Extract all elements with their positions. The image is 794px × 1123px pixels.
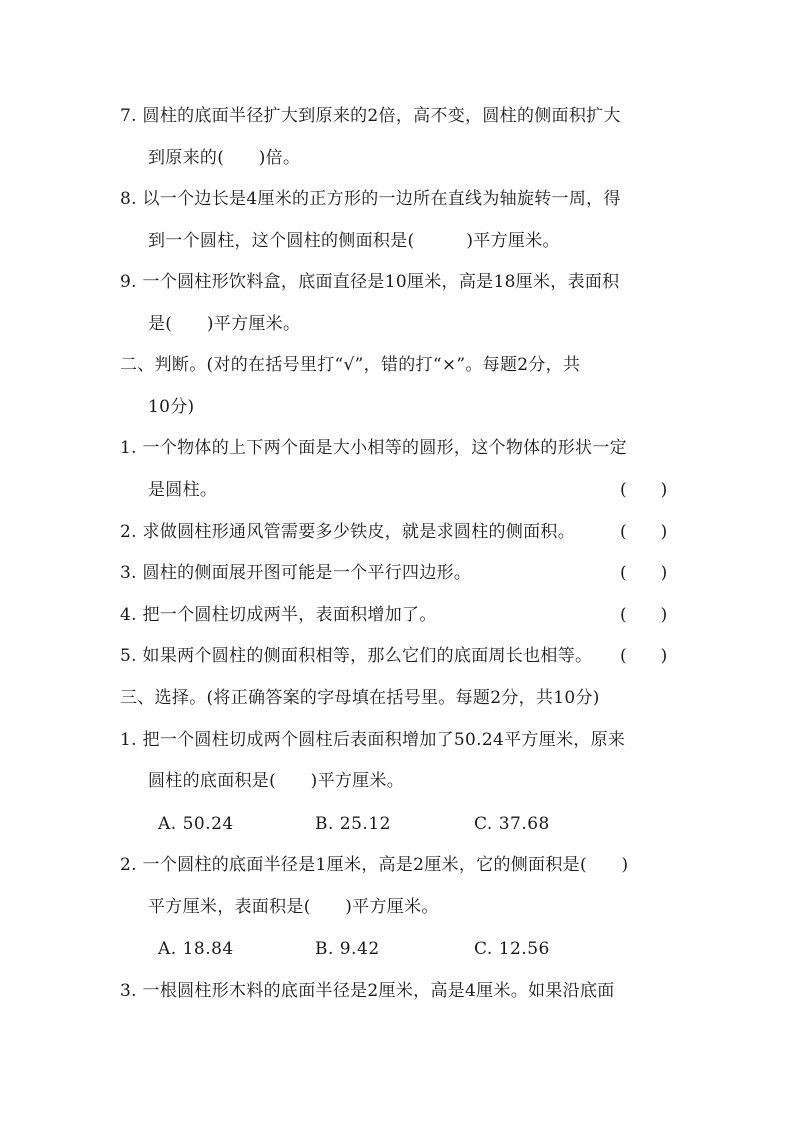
judge-item-2-answer-blank[interactable]: ( ): [620, 522, 668, 542]
section-2-heading: 二、判断。(对的在括号里打“√”，错的打“×”。每题2分，共: [120, 355, 581, 375]
judge-item-2: 2. 求做圆柱形通风管需要多少铁皮，就是求圆柱的侧面积。: [120, 522, 576, 542]
question-9-line-2: 是( )平方厘米。: [148, 314, 301, 334]
choice-question-2-line-1: 2. 一个圆柱的底面半径是1厘米，高是2厘米，它的侧面积是( ): [120, 855, 629, 875]
judge-item-1-line-1: 1. 一个物体的上下两个面是大小相等的圆形，这个物体的形状一定: [120, 438, 627, 458]
choice-2-option-b[interactable]: B. 9.42: [315, 939, 380, 959]
judge-item-3-answer-blank[interactable]: ( ): [620, 563, 668, 583]
judge-item-5: 5. 如果两个圆柱的侧面积相等，那么它们的底面周长也相等。: [120, 646, 593, 666]
choice-question-2-line-2: 平方厘米，表面积是( )平方厘米。: [148, 897, 439, 917]
choice-question-1-line-1: 1. 把一个圆柱切成两个圆柱后表面积增加了50.24平方厘米，原来: [120, 730, 626, 750]
choice-2-option-a[interactable]: A. 18.84: [158, 939, 234, 959]
section-3-heading: 三、选择。(将正确答案的字母填在括号里。每题2分，共10分): [120, 688, 600, 708]
judge-item-4-answer-blank[interactable]: ( ): [620, 605, 668, 625]
choice-1-option-b[interactable]: B. 25.12: [315, 814, 391, 834]
question-7-line-1: 7. 圆柱的底面半径扩大到原来的2倍，高不变，圆柱的侧面积扩大: [120, 106, 621, 126]
question-7-line-2: 到原来的( )倍。: [148, 148, 301, 168]
choice-2-option-c[interactable]: C. 12.56: [474, 939, 550, 959]
question-8-line-2: 到一个圆柱，这个圆柱的侧面积是( )平方厘米。: [148, 231, 560, 251]
judge-item-1-answer-blank[interactable]: ( ): [620, 480, 668, 500]
judge-item-5-answer-blank[interactable]: ( ): [620, 646, 668, 666]
section-2-heading-line-2: 10分): [148, 397, 195, 417]
choice-1-option-a[interactable]: A. 50.24: [158, 814, 234, 834]
question-8-line-1: 8. 以一个边长是4厘米的正方形的一边所在直线为轴旋转一周，得: [120, 189, 621, 209]
choice-question-1-line-2: 圆柱的底面积是( )平方厘米。: [148, 771, 405, 791]
judge-item-4: 4. 把一个圆柱切成两半，表面积增加了。: [120, 605, 437, 625]
question-9-line-1: 9. 一个圆柱形饮料盒，底面直径是10厘米，高是18厘米，表面积: [120, 272, 620, 292]
judge-item-1-line-2: 是圆柱。: [148, 480, 218, 500]
choice-1-option-c[interactable]: C. 37.68: [474, 814, 550, 834]
choice-question-3-line-1: 3. 一根圆柱形木料的底面半径是2厘米，高是4厘米。如果沿底面: [120, 981, 615, 1001]
judge-item-3: 3. 圆柱的侧面展开图可能是一个平行四边形。: [120, 563, 472, 583]
